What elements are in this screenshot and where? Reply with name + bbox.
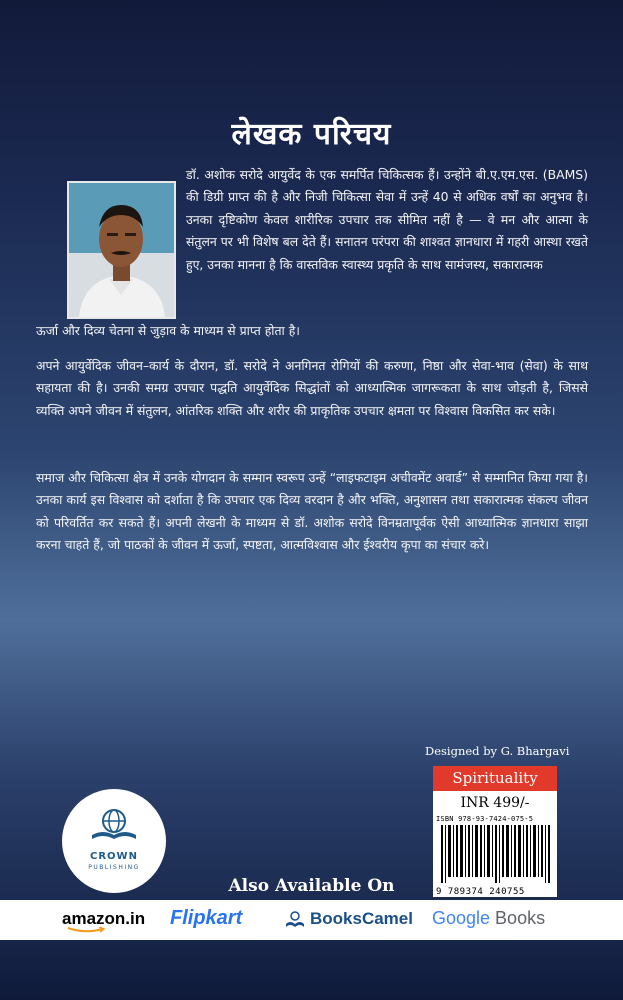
publisher-name: CROWN xyxy=(90,851,138,862)
author-bio-paragraph-1-end: ऊर्जा और दिव्य चेतना से जुड़ाव के माध्यम से प्राप्त होता है। xyxy=(36,323,300,338)
also-available-heading: Also Available On xyxy=(228,876,395,896)
flipkart-logo[interactable]: Flipkart xyxy=(170,907,243,929)
isbn-text: ISBN 978-93-7424-075-5 xyxy=(436,815,534,823)
page-title: लेखक परिचय xyxy=(231,117,392,152)
publisher-sub: PUBLISHING xyxy=(88,864,140,871)
author-bio-paragraph-3: समाज और चिकित्सा क्षेत्र में उनके योगदान के सम्मान स्वरूप उन्हें “लाइफटाइम अचीवमेंट अवार्ड” से सम्मानित किया गया है। उनका कार्य इस विश्वास को दर्शाता है कि उपचार एक दिव्य वरदान है और भक्ति, अनुशासन तथा सकारात्मक संकल्प जीवन को परिवर्तित कर सकते हैं। अपनी लेखनी के माध्यम से डॉ. अशोक सरोदे विनम्रतापूर्वक ऐसी आध्यात्मिक ज्ञानधारा साझा करना चाहते हैं, जो पाठकों के जीवन में ऊर्जा, स्पष्टता, आत्मविश्वास और ईश्वरीय कृपा का संचार करे। xyxy=(36,470,588,553)
amazon-smile-icon xyxy=(66,927,106,933)
author-photo xyxy=(67,181,176,319)
barcode-number: 9 789374 240755 xyxy=(436,887,525,897)
author-bio-paragraph-1: डॉ. अशोक सरोदे आयुर्वेद के एक समर्पित चिकित्सक हैं। उन्होंने बी.ए.एम.एस. (BAMS) की डिग्री प्राप्त की है और निजी चिकित्सा सेवा में उन्हें 40 से अधिक वर्षों का अनुभव है। उनका दृष्टिकोण केवल शारीरिक उपचार तक सीमित नहीं है — वे मन और आत्मा के संतुलन पर भी विशेष बल देते हैं। सनातन परंपरा की शाश्वत ज्ञानधारा में गहरी आस्था रखते हुए, उनका मानना है कि वास्तविक स्वास्थ्य प्रकृति के साथ सामंजस्य, सकारात्मक xyxy=(186,167,588,272)
amazon-logo[interactable]: amazon.in xyxy=(62,909,146,928)
globe-book-icon xyxy=(62,789,166,851)
google-books-logo[interactable] xyxy=(432,908,545,929)
price: INR 499/- xyxy=(460,795,530,811)
barcode xyxy=(441,825,553,883)
google-word: Google xyxy=(432,908,491,928)
retailer-bar xyxy=(0,900,623,940)
designer-credit: Designed by G. Bhargavi xyxy=(425,744,570,758)
bookscamel-logo[interactable]: BooksCamel xyxy=(310,909,413,928)
bookscamel-icon xyxy=(284,908,306,930)
books-word: Books xyxy=(490,908,546,928)
genre-label: Spirituality xyxy=(433,766,557,791)
author-bio-paragraph-2: अपने आयुर्वेदिक जीवन–कार्य के दौरान, डॉ. सरोदे ने अनगिनत रोगियों की करुणा, निष्ठा और सेवा-भाव (सेवा) के साथ सहायता की है। उनकी समग्र उपचार पद्धति आयुर्वेदिक सिद्धांतों को आध्यात्मिक जागरूकता के साथ जोड़ती है, जिससे व्यक्ति अपने जीवन में संतुलन, आंतरिक शक्ति और शरीर की प्राकृतिक उपचार क्षमता पर विश्वास विकसित कर सके। xyxy=(36,358,588,418)
